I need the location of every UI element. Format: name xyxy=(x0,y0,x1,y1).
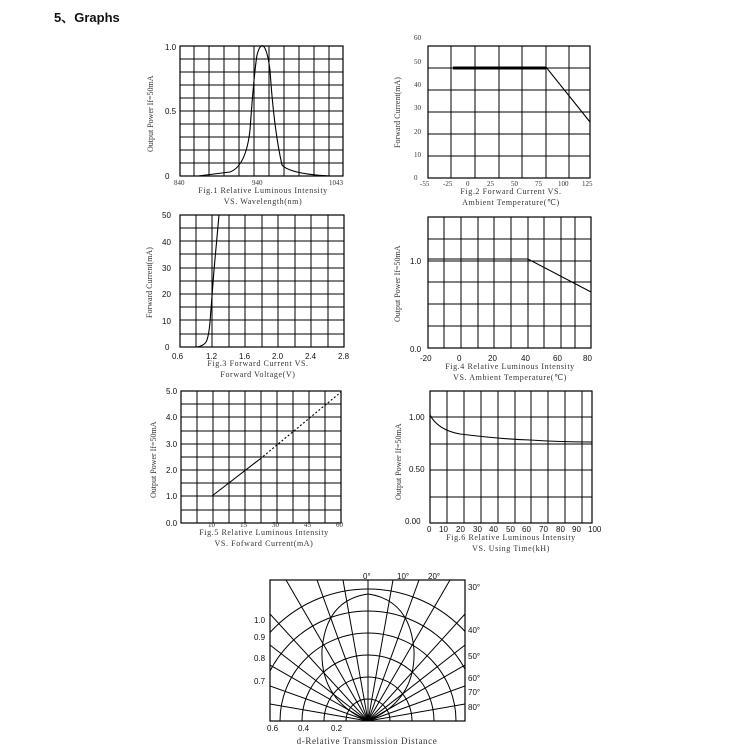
fig5-grid xyxy=(181,391,341,523)
fig5-ytick: 1.0 xyxy=(166,492,178,501)
fig2-ytick: 60 xyxy=(414,34,421,42)
fig1-xtick: 1043 xyxy=(329,179,343,187)
fig4-grid xyxy=(428,217,591,348)
fig3-xtick: 2.4 xyxy=(305,352,317,361)
fig3-xtick: 2.0 xyxy=(272,352,284,361)
fig3-ytick: 10 xyxy=(162,317,171,326)
fig5-xtick: 30 xyxy=(272,521,279,529)
polar-bottom-value: 0.2 xyxy=(331,724,343,733)
fig5-xtick: 60 xyxy=(336,521,343,529)
fig3-ytick: 0 xyxy=(165,343,170,352)
fig2-ytick: 40 xyxy=(414,81,421,89)
fig2-ytick: 0 xyxy=(414,174,418,182)
fig3-xtick: 1.6 xyxy=(239,352,251,361)
fig1-chart xyxy=(146,43,344,206)
polar-right-angle: 60° xyxy=(468,674,481,683)
fig3-caption-line1: Fig.3 Forward Current VS. xyxy=(207,359,309,368)
fig5-caption-line1: Fig.5 Relative Luminous Intensity xyxy=(199,528,329,537)
fig5-xtick: 45 xyxy=(304,521,311,529)
fig6-ytick: 0.00 xyxy=(405,517,421,526)
fig1-ytick: 0.5 xyxy=(165,107,177,116)
polar-caption: d-Relative Transmission Distance xyxy=(296,736,438,746)
fig3-ytick: 20 xyxy=(162,290,171,299)
polar-right-angle: 30° xyxy=(468,583,481,592)
fig5-xtick: 10 xyxy=(208,521,215,529)
fig1-caption-line1: Fig.1 Relative Luminous Intensity xyxy=(198,186,328,195)
fig6-curve xyxy=(430,415,592,442)
fig2-ytick: 20 xyxy=(414,128,421,136)
fig4-ylabel: Output Power If=50mA xyxy=(393,245,402,322)
fig5-chart xyxy=(149,387,344,548)
fig6-ytick: 0.50 xyxy=(409,465,425,474)
fig2-chart xyxy=(393,34,593,207)
fig5-ytick: 3.0 xyxy=(166,440,178,449)
fig6-xtick: 50 xyxy=(506,525,515,534)
fig1-ytick: 1.0 xyxy=(165,43,177,52)
fig2-ytick: 50 xyxy=(414,58,421,66)
fig2-caption-line1: Fig.2 Forward Current VS. xyxy=(460,187,562,196)
fig6-xtick: 40 xyxy=(489,525,498,534)
fig3-ytick: 50 xyxy=(162,211,171,220)
fig1-ylabel: Output Power If=50mA xyxy=(146,75,155,152)
fig2-ytick: 10 xyxy=(414,151,421,159)
fig4-xtick: -20 xyxy=(420,354,432,363)
polar-top-angle: 20° xyxy=(428,572,441,581)
fig5-xtick: 15 xyxy=(240,521,247,529)
fig6-caption-line2: VS. Using Time(kH) xyxy=(472,544,550,553)
fig6-xtick: 90 xyxy=(572,525,581,534)
fig2-xtick: 25 xyxy=(487,180,494,188)
fig3-ytick: 30 xyxy=(162,264,171,273)
fig5-ylabel: Output Power If=50mA xyxy=(149,421,158,498)
fig3-xtick: 1.2 xyxy=(206,352,218,361)
polar-diagram xyxy=(236,572,500,756)
fig5-ytick: 5.0 xyxy=(166,387,178,396)
polar-right-angle: 40° xyxy=(468,626,481,635)
polar-left-value: 0.7 xyxy=(254,677,266,686)
fig4-ytick: 1.0 xyxy=(410,257,422,266)
polar-top-angle: 10° xyxy=(397,572,410,581)
fig2-xtick: 50 xyxy=(511,180,518,188)
fig3-ytick: 40 xyxy=(162,238,171,247)
fig6-xtick: 30 xyxy=(473,525,482,534)
polar-top-angle: 0° xyxy=(363,572,371,581)
fig2-xtick: 100 xyxy=(558,180,569,188)
polar-left-value: 0.8 xyxy=(254,654,266,663)
fig6-xtick: 10 xyxy=(439,525,448,534)
polar-left-value: 1.0 xyxy=(254,616,266,625)
fig6-xtick: 20 xyxy=(456,525,465,534)
fig2-caption-line2: Ambient Temperature(℃) xyxy=(462,198,560,207)
fig4-xtick: 0 xyxy=(457,354,462,363)
fig4-curve xyxy=(428,259,591,292)
fig2-xtick: 0 xyxy=(466,180,470,188)
fig3-xtick: 0.6 xyxy=(172,352,184,361)
fig5-caption-line2: VS. Fofward Current(mA) xyxy=(214,539,314,548)
fig1-xtick: 940 xyxy=(252,179,263,187)
fig5-ytick: 0.0 xyxy=(166,519,178,528)
polar-bottom-value: 0.6 xyxy=(267,724,279,733)
fig3-ylabel: Forward Current(mA) xyxy=(145,247,154,318)
fig4-caption-line1: Fig.4 Relative Luminous Intensity xyxy=(445,362,575,371)
fig3-xtick: 2.8 xyxy=(338,352,350,361)
fig4-caption-line2: VS. Ambient Temperature(℃) xyxy=(453,373,567,382)
fig6-xtick: 80 xyxy=(556,525,565,534)
polar-right-angle: 70° xyxy=(468,688,481,697)
fig6-frame xyxy=(430,391,592,523)
section-heading: 5、Graphs xyxy=(54,10,120,25)
fig3-chart xyxy=(145,211,350,379)
fig2-xtick: 75 xyxy=(535,180,542,188)
fig6-grid xyxy=(430,391,592,523)
fig2-grid xyxy=(428,46,590,178)
fig5-ytick: 4.0 xyxy=(166,413,178,422)
polar-right-angle: 80° xyxy=(468,703,481,712)
fig1-grid xyxy=(180,46,343,176)
fig6-xtick: 60 xyxy=(522,525,531,534)
fig6-xtick: 100 xyxy=(588,525,602,534)
fig2-ytick: 30 xyxy=(414,104,421,112)
fig2-xtick: -25 xyxy=(443,180,453,188)
fig4-ytick: 0.0 xyxy=(410,345,422,354)
fig4-xtick: 40 xyxy=(521,354,530,363)
fig6-xtick: 0 xyxy=(427,525,432,534)
fig1-xtick: 840 xyxy=(174,179,185,187)
fig6-xtick: 70 xyxy=(539,525,548,534)
fig4-chart xyxy=(393,217,592,382)
fig4-xtick: 20 xyxy=(488,354,497,363)
fig3-grid xyxy=(180,215,344,347)
fig1-caption-line2: VS. Wavelength(nm) xyxy=(223,197,303,206)
fig5-ytick: 2.0 xyxy=(166,466,178,475)
fig4-xtick: 80 xyxy=(583,354,592,363)
polar-bottom-value: 0.4 xyxy=(298,724,310,733)
fig6-ylabel: Output Power If=50mA xyxy=(394,423,403,500)
polar-right-angle: 50° xyxy=(468,652,481,661)
fig2-ylabel: Forward Current(mA) xyxy=(393,77,402,148)
fig6-ytick: 1.00 xyxy=(409,413,425,422)
fig1-ytick: 0 xyxy=(165,172,170,181)
fig5-dotted-line xyxy=(260,392,341,459)
fig6-chart xyxy=(394,391,602,553)
fig3-caption-line2: Forward Voltage(V) xyxy=(220,370,296,379)
fig2-xtick: 125 xyxy=(582,180,593,188)
polar-left-value: 0.9 xyxy=(254,633,266,642)
fig4-xtick: 60 xyxy=(553,354,562,363)
fig5-solid-line xyxy=(212,459,260,496)
fig2-xtick: -55 xyxy=(420,180,430,188)
fig6-caption-line1: Fig.6 Relative Luminous Intensity xyxy=(446,533,576,542)
